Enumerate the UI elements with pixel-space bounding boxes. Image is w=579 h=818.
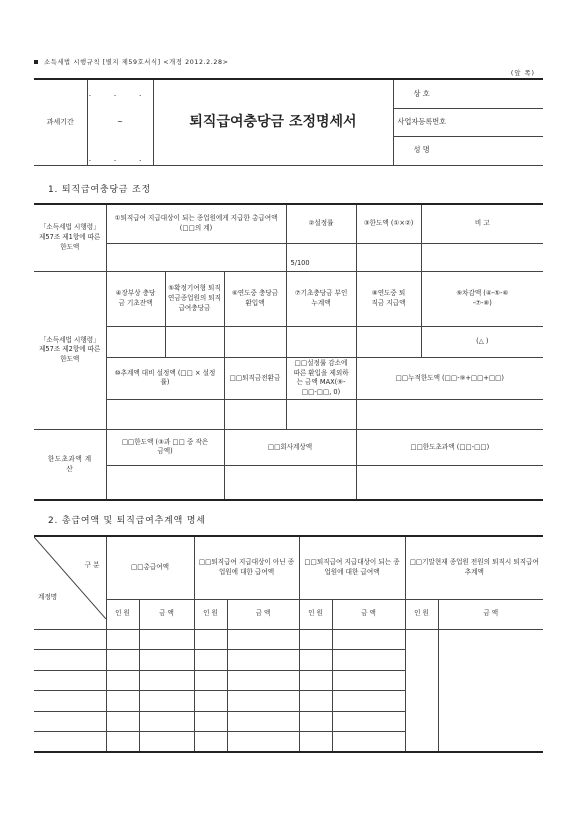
account-name-cell[interactable] (34, 711, 106, 731)
cell[interactable] (227, 691, 299, 711)
estimate-people-cell[interactable] (405, 629, 438, 752)
dc-pension-reserve-value[interactable] (165, 326, 224, 358)
account-name-cell[interactable] (34, 731, 106, 752)
cell[interactable] (106, 629, 139, 649)
estimate-amount-cell[interactable] (438, 629, 543, 752)
setting-rate-header: ②설정률 (286, 204, 356, 244)
estimate-setting-value[interactable] (106, 399, 224, 430)
cell[interactable] (106, 731, 139, 752)
table-row (34, 629, 543, 649)
amount-col-2: 금 액 (227, 600, 299, 630)
period-label: 과세기간 (34, 79, 87, 165)
account-name-cell[interactable] (34, 650, 106, 670)
limit-2-label: 「소득세법 시행령」 제57조 제2항에 따른 한도액 (34, 271, 106, 429)
setting-rate-value: 5/100 (286, 244, 356, 272)
cumulative-limit-value[interactable] (356, 399, 543, 430)
representative-label: 성 명 (413, 145, 430, 155)
cell[interactable] (139, 629, 194, 649)
form-reference (34, 57, 228, 66)
cell[interactable] (227, 650, 299, 670)
cell[interactable] (139, 650, 194, 670)
diag-bottom-label: 계정명 (38, 592, 58, 601)
dc-pension-reserve-header: ⑤확정기여형 퇴직연금종업원의 퇴직급여충당금 (165, 271, 224, 326)
cell[interactable] (106, 711, 139, 731)
cell[interactable] (227, 711, 299, 731)
account-name-cell[interactable] (34, 629, 106, 649)
biz-no-label: 사업자등록번호 (397, 116, 447, 126)
non-eligible-salary-col: □□퇴직급여 지급대상이 아닌 종업원에 대한 급여액 (194, 536, 299, 600)
period-to[interactable]: . . . (87, 136, 153, 165)
total-salary-value[interactable] (106, 244, 286, 272)
disallowed-reserve-value[interactable] (286, 326, 356, 358)
remarks-value[interactable] (421, 244, 543, 272)
cell[interactable] (332, 691, 405, 711)
cell[interactable] (139, 711, 194, 731)
cell[interactable] (227, 629, 299, 649)
amount-col-1: 금 액 (139, 600, 194, 630)
cell[interactable] (299, 711, 332, 731)
diagonal-line (34, 537, 106, 619)
people-col-3: 인 원 (299, 600, 332, 630)
page-title: 퇴직급여충당금 조정명세서 (153, 79, 393, 165)
cell[interactable] (139, 691, 194, 711)
cell[interactable] (332, 670, 405, 690)
cell[interactable] (332, 650, 405, 670)
amount-col-4: 금 액 (438, 600, 543, 630)
excess-amount-value[interactable] (356, 465, 543, 500)
salary-detail-table (34, 535, 543, 753)
section2-heading: 2. 총급여액 및 퇴직급여추계액 명세 (48, 516, 206, 526)
deduction-amount-header: ⑨차감액 (④-⑤-⑥ -⑦-⑧) (421, 271, 543, 326)
reserve-reversal-value[interactable] (224, 326, 286, 358)
deduction-amount-value[interactable]: (△ ) (421, 326, 543, 358)
book-reserve-value[interactable] (106, 326, 165, 358)
reserve-adjustment-table (34, 203, 543, 501)
company-name-field[interactable] (393, 79, 543, 108)
cell[interactable] (106, 650, 139, 670)
cell[interactable] (194, 670, 227, 690)
conversion-amount-value[interactable] (224, 399, 286, 430)
cumulative-limit-header: □□누적한도액 (□□-⑨+□□+□□) (356, 358, 543, 399)
representative-field[interactable] (393, 136, 543, 165)
cell[interactable] (194, 650, 227, 670)
cell[interactable] (194, 691, 227, 711)
cell[interactable] (299, 629, 332, 649)
company-booked-header: □□회사계상액 (224, 430, 356, 466)
reserve-reversal-header: ⑥연도중 충당금 환입액 (224, 271, 286, 326)
remarks-header: 비 고 (421, 204, 543, 244)
cell[interactable] (194, 711, 227, 731)
form-page-side: (앞 쪽) (510, 70, 535, 77)
company-booked-value[interactable] (224, 465, 356, 500)
section1-heading: 1. 퇴직급여충당금 조정 (48, 185, 151, 195)
category-diagonal-header (34, 536, 106, 629)
cell[interactable] (299, 670, 332, 690)
account-name-cell[interactable] (34, 691, 106, 711)
period-from[interactable]: . . . (87, 79, 153, 108)
total-salary-header: ①퇴직급여 지급대상이 되는 종업원에게 지급한 총급여액(□□의 계) (106, 204, 286, 244)
excess-amount-header: □□한도초과액 (□□-□□) (356, 430, 543, 466)
cell[interactable] (332, 629, 405, 649)
limit-1-label: 「소득세법 시행령」 제57조 제1항에 따른 한도액 (34, 204, 106, 271)
company-name-label: 상 호 (413, 88, 430, 98)
severance-paid-value[interactable] (356, 326, 421, 358)
conversion-amount-header: □□퇴직금전환금 (224, 358, 286, 399)
biz-no-field[interactable] (393, 108, 543, 136)
cell[interactable] (106, 691, 139, 711)
cell[interactable] (106, 670, 139, 690)
severance-estimate-col: □□기말현재 종업원 전원의 퇴직시 퇴직급여 추계액 (405, 536, 543, 600)
estimate-setting-header: ⑩추계액 대비 설정액 (□□ × 설정률) (106, 358, 224, 399)
eligible-salary-col: □□퇴직급여 지급대상이 되는 종업원에 대한 급여액 (299, 536, 405, 600)
people-col-1: 인 원 (106, 600, 139, 630)
cell[interactable] (194, 629, 227, 649)
bullet-square-icon (34, 60, 38, 64)
cell[interactable] (332, 731, 405, 752)
excluded-reversal-header: □□설정률 감소에 따른 환입을 제외하는 금액 MAX(⑨-□□-□□, 0) (286, 358, 356, 399)
excess-calc-label: 한도초과액 계 산 (34, 430, 106, 500)
period-tilde: ~ (87, 108, 153, 136)
cell[interactable] (139, 670, 194, 690)
cell[interactable] (299, 650, 332, 670)
cell[interactable] (139, 731, 194, 752)
rule-reference-text: 소득세법 시행규칙 [별지 제59호서식] <개정 2012.2.28> (44, 59, 229, 66)
people-col-4: 인 원 (405, 600, 438, 630)
final-limit-value[interactable] (106, 465, 224, 500)
book-reserve-header: ④장부상 충당금 기초잔액 (106, 271, 165, 326)
severance-paid-header: ⑧연도중 퇴직금 지급액 (356, 271, 421, 326)
people-col-2: 인 원 (194, 600, 227, 630)
final-limit-header: □□한도액 (③과 □□ 중 작은 금액) (106, 430, 224, 466)
cell[interactable] (299, 691, 332, 711)
disallowed-reserve-header: ⑦기초충당금 부인누계액 (286, 271, 356, 326)
cell[interactable] (332, 711, 405, 731)
account-name-cell[interactable] (34, 670, 106, 690)
limit-amount-value[interactable] (356, 244, 421, 272)
cell[interactable] (227, 731, 299, 752)
cell[interactable] (227, 670, 299, 690)
total-salary-col: □□총급여액 (106, 536, 194, 600)
amount-col-3: 금 액 (332, 600, 405, 630)
limit-amount-header: ③한도액 (①×②) (356, 204, 421, 244)
diag-top-label: 구 분 (84, 561, 100, 569)
cell[interactable] (299, 731, 332, 752)
excluded-reversal-value[interactable] (286, 399, 356, 430)
cell[interactable] (194, 731, 227, 752)
top-info-table (34, 78, 543, 166)
